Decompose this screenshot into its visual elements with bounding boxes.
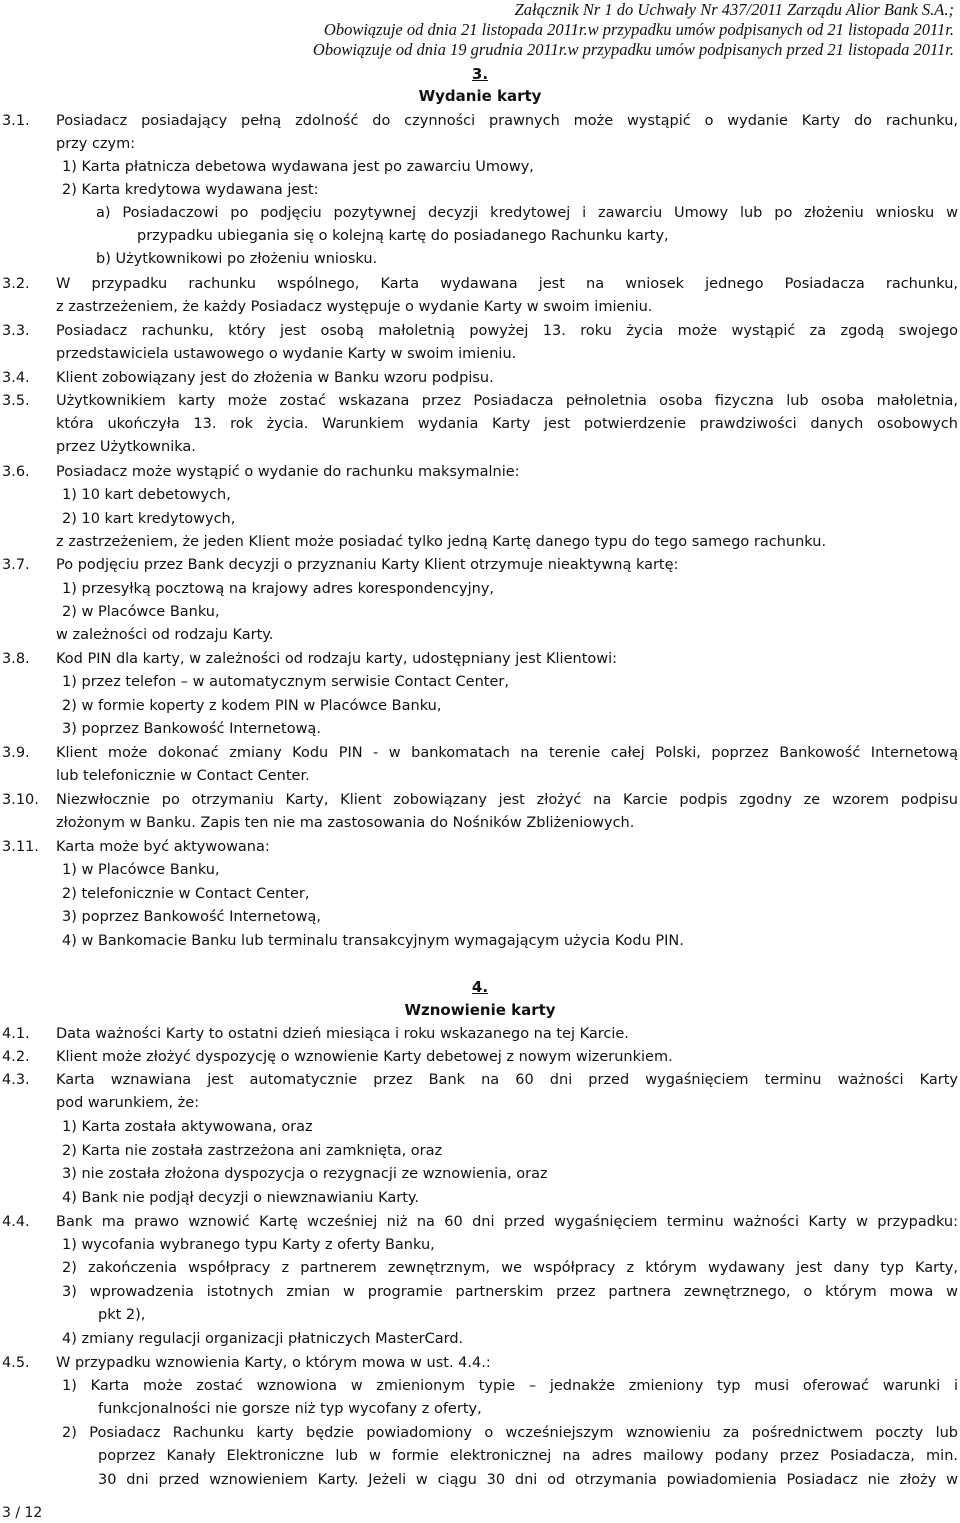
list-item: 1) w Placówce Banku, [62, 862, 220, 878]
para-number: 4.1. [2, 1026, 30, 1042]
list-item: 3) poprzez Bankowość Internetową, [62, 909, 321, 925]
page-number: 3 / 12 [2, 1505, 43, 1521]
list-item: 1) wycofania wybranego typu Karty z oferty Banku, [62, 1237, 435, 1253]
para-number: 3.5. [2, 393, 30, 409]
header-line-3: Obowiązuje od dnia 19 grudnia 2011r.w przypadku umów podpisanych przed 21 listopada 2011r. [312, 40, 954, 59]
list-item: 3) poprzez Bankowość Internetową. [62, 721, 321, 737]
paragraph-line: Posiadacz posiadający pełną zdolność do czynności prawnych może wystąpić o wydanie Karty do rachunku, [56, 113, 958, 129]
para-number: 3.1. [2, 113, 30, 129]
paragraph-line: Klient zobowiązany jest do złożenia w Banku wzoru podpisu. [56, 370, 494, 386]
para-number: 4.2. [2, 1049, 30, 1065]
paragraph-line: w zależności od rodzaju Karty. [56, 627, 274, 643]
paragraph-line: pod warunkiem, że: [56, 1095, 200, 1111]
paragraph-line: Karta wznawiana jest automatycznie przez Bank na 60 dni przed wygaśnięciem terminu ważności Karty [56, 1072, 958, 1088]
paragraph-line: Posiadacz może wystąpić o wydanie do rachunku maksymalnie: [56, 464, 520, 480]
paragraph-line: lub telefonicznie w Contact Center. [56, 768, 310, 784]
list-subitem-cont: przypadku ubiegania się o kolejną kartę do posiadanego Rachunku karty, [137, 228, 669, 244]
paragraph-line: z zastrzeżeniem, że jeden Klient może posiadać tylko jedną Kartę danego typu do tego samego rachunku. [56, 534, 827, 550]
list-item: 2) Karta nie została zastrzeżona ani zamknięta, oraz [62, 1143, 443, 1159]
paragraph-line: Kod PIN dla karty, w zależności od rodzaju karty, udostępniany jest Klientowi: [56, 651, 618, 667]
list-item: 1) Karta płatnicza debetowa wydawana jest po zawarciu Umowy, [62, 159, 534, 175]
list-item: 2) w Placówce Banku, [62, 604, 220, 620]
list-item-cont: 30 dni przed wznowieniem Karty. Jeżeli w ciągu 30 dni od otrzymania powiadomienia Posiadacz nie złoży w [98, 1472, 958, 1488]
paragraph-line: Posiadacz rachunku, który jest osobą małoletnią powyżej 13. roku życia może wystąpić za zgodą swojego [56, 323, 958, 339]
paragraph-line: Klient może złożyć dyspozycję o wznowienie Karty debetowej z nowym wizerunkiem. [56, 1049, 673, 1065]
section-3-title: Wydanie karty [418, 87, 542, 105]
para-number: 3.4. [2, 370, 30, 386]
list-item: 3) wprowadzenia istotnych zmian w programie partnerskim przez partnera zewnętrznego, o którym mowa w [62, 1284, 958, 1300]
section-4-title: Wznowienie karty [404, 1001, 556, 1019]
list-item: 1) 10 kart debetowych, [62, 487, 231, 503]
paragraph-line: W przypadku wznowienia Karty, o którym mowa w ust. 4.4.: [56, 1355, 491, 1371]
list-item: 4) w Bankomacie Banku lub terminalu transakcyjnym wymagającym użycia Kodu PIN. [62, 933, 684, 949]
paragraph-line: W przypadku rachunku wspólnego, Karta wydawana jest na wniosek jednego Posiadacza rachunku, [56, 276, 958, 292]
paragraph-line: Klient może dokonać zmiany Kodu PIN - w bankomatach na terenie całej Polski, poprzez Bankowość Internetową [56, 745, 958, 761]
paragraph-line: przedstawiciela ustawowego o wydanie Karty w swoim imieniu. [56, 346, 517, 362]
list-item: 2) 10 kart kredytowych, [62, 511, 236, 527]
para-number: 3.2. [2, 276, 30, 292]
list-item: 1) Karta została aktywowana, oraz [62, 1119, 313, 1135]
list-item: 4) Bank nie podjął decyzji o niewznawianiu Karty. [62, 1190, 420, 1206]
list-item: 2) zakończenia współpracy z partnerem zewnętrznym, we współpracy z którym wydawany jest dany typ Karty, [62, 1260, 958, 1276]
para-number: 3.11. [2, 839, 39, 855]
paragraph-line: złożonym w Banku. Zapis ten nie ma zastosowania do Nośników Zbliżeniowych. [56, 815, 635, 831]
list-subitem: a) Posiadaczowi po podjęciu pozytywnej decyzji kredytowej i zawarciu Umowy lub po złożeniu wniosku w [96, 205, 958, 221]
para-number: 3.8. [2, 651, 30, 667]
para-number: 4.5. [2, 1355, 30, 1371]
paragraph-line: Karta może być aktywowana: [56, 839, 270, 855]
paragraph-line: która ukończyła 13. rok życia. Warunkiem wydania Karty jest potwierdzenie prawdziwości danych osobowych [56, 416, 958, 432]
list-item: 1) przez telefon – w automatycznym serwisie Contact Center, [62, 674, 509, 690]
paragraph-line: przy czym: [56, 136, 136, 152]
section-3-number: 3. [471, 65, 489, 83]
header-line-1: Załącznik Nr 1 do Uchwały Nr 437/2011 Zarządu Alior Bank S.A.; [514, 0, 954, 19]
list-item: 1) przesyłką pocztową na krajowy adres korespondencyjny, [62, 581, 495, 597]
list-item: 2) w formie koperty z kodem PIN w Placówce Banku, [62, 698, 442, 714]
paragraph-line: Niezwłocznie po otrzymaniu Karty, Klient zobowiązany jest złożyć na Karcie podpis zgodny ze wzorem podpisu [56, 792, 958, 808]
list-item: 4) zmiany regulacji organizacji płatniczych MasterCard. [62, 1331, 464, 1347]
paragraph-line: Po podjęciu przez Bank decyzji o przyznaniu Karty Klient otrzymuje nieaktywną kartę: [56, 557, 679, 573]
para-number: 3.10. [2, 792, 39, 808]
list-item: 2) telefonicznie w Contact Center, [62, 886, 310, 902]
list-item: 1) Karta może zostać wznowiona w zmienionym typie – jednakże zmieniony typ musi oferować warunki i [62, 1378, 958, 1394]
para-number: 4.4. [2, 1214, 30, 1230]
para-number: 3.3. [2, 323, 30, 339]
paragraph-line: z zastrzeżeniem, że każdy Posiadacz występuje o wydanie Karty w swoim imieniu. [56, 299, 653, 315]
list-item-cont: poprzez Kanały Elektroniczne lub w formie elektronicznej na adres mailowy podany przez Posiadacza, min. [98, 1448, 958, 1464]
paragraph-line: przez Użytkownika. [56, 439, 196, 455]
para-number: 4.3. [2, 1072, 30, 1088]
list-item: 2) Karta kredytowa wydawana jest: [62, 182, 319, 198]
paragraph-line: Data ważności Karty to ostatni dzień miesiąca i roku wskazanego na tej Karcie. [56, 1026, 629, 1042]
para-number: 3.7. [2, 557, 30, 573]
list-item: 2) Posiadacz Rachunku karty będzie powiadomiony o wcześniejszym wznowieniu za pośrednictwem poczty lub [62, 1425, 958, 1441]
list-item-cont: pkt 2), [98, 1307, 146, 1323]
para-number: 3.6. [2, 464, 30, 480]
section-4-number: 4. [471, 978, 489, 996]
header-line-2: Obowiązuje od dnia 21 listopada 2011r.w przypadku umów podpisanych od 21 listopada 2011r. [323, 20, 954, 39]
paragraph-line: Użytkownikiem karty może zostać wskazana przez Posiadacza pełnoletnia osoba fizyczna lub osoba małoletnia, [56, 393, 958, 409]
list-item-cont: funkcjonalności nie gorsze niż typ wycofany z oferty, [98, 1401, 482, 1417]
paragraph-line: Bank ma prawo wznowić Kartę wcześniej niż na 60 dni przed wygaśnięciem terminu ważności Karty w przypadku: [56, 1214, 958, 1230]
para-number: 3.9. [2, 745, 30, 761]
list-item: 3) nie została złożona dyspozycja o rezygnacji ze wznowienia, oraz [62, 1166, 548, 1182]
list-subitem: b) Użytkownikowi po złożeniu wniosku. [96, 251, 378, 267]
